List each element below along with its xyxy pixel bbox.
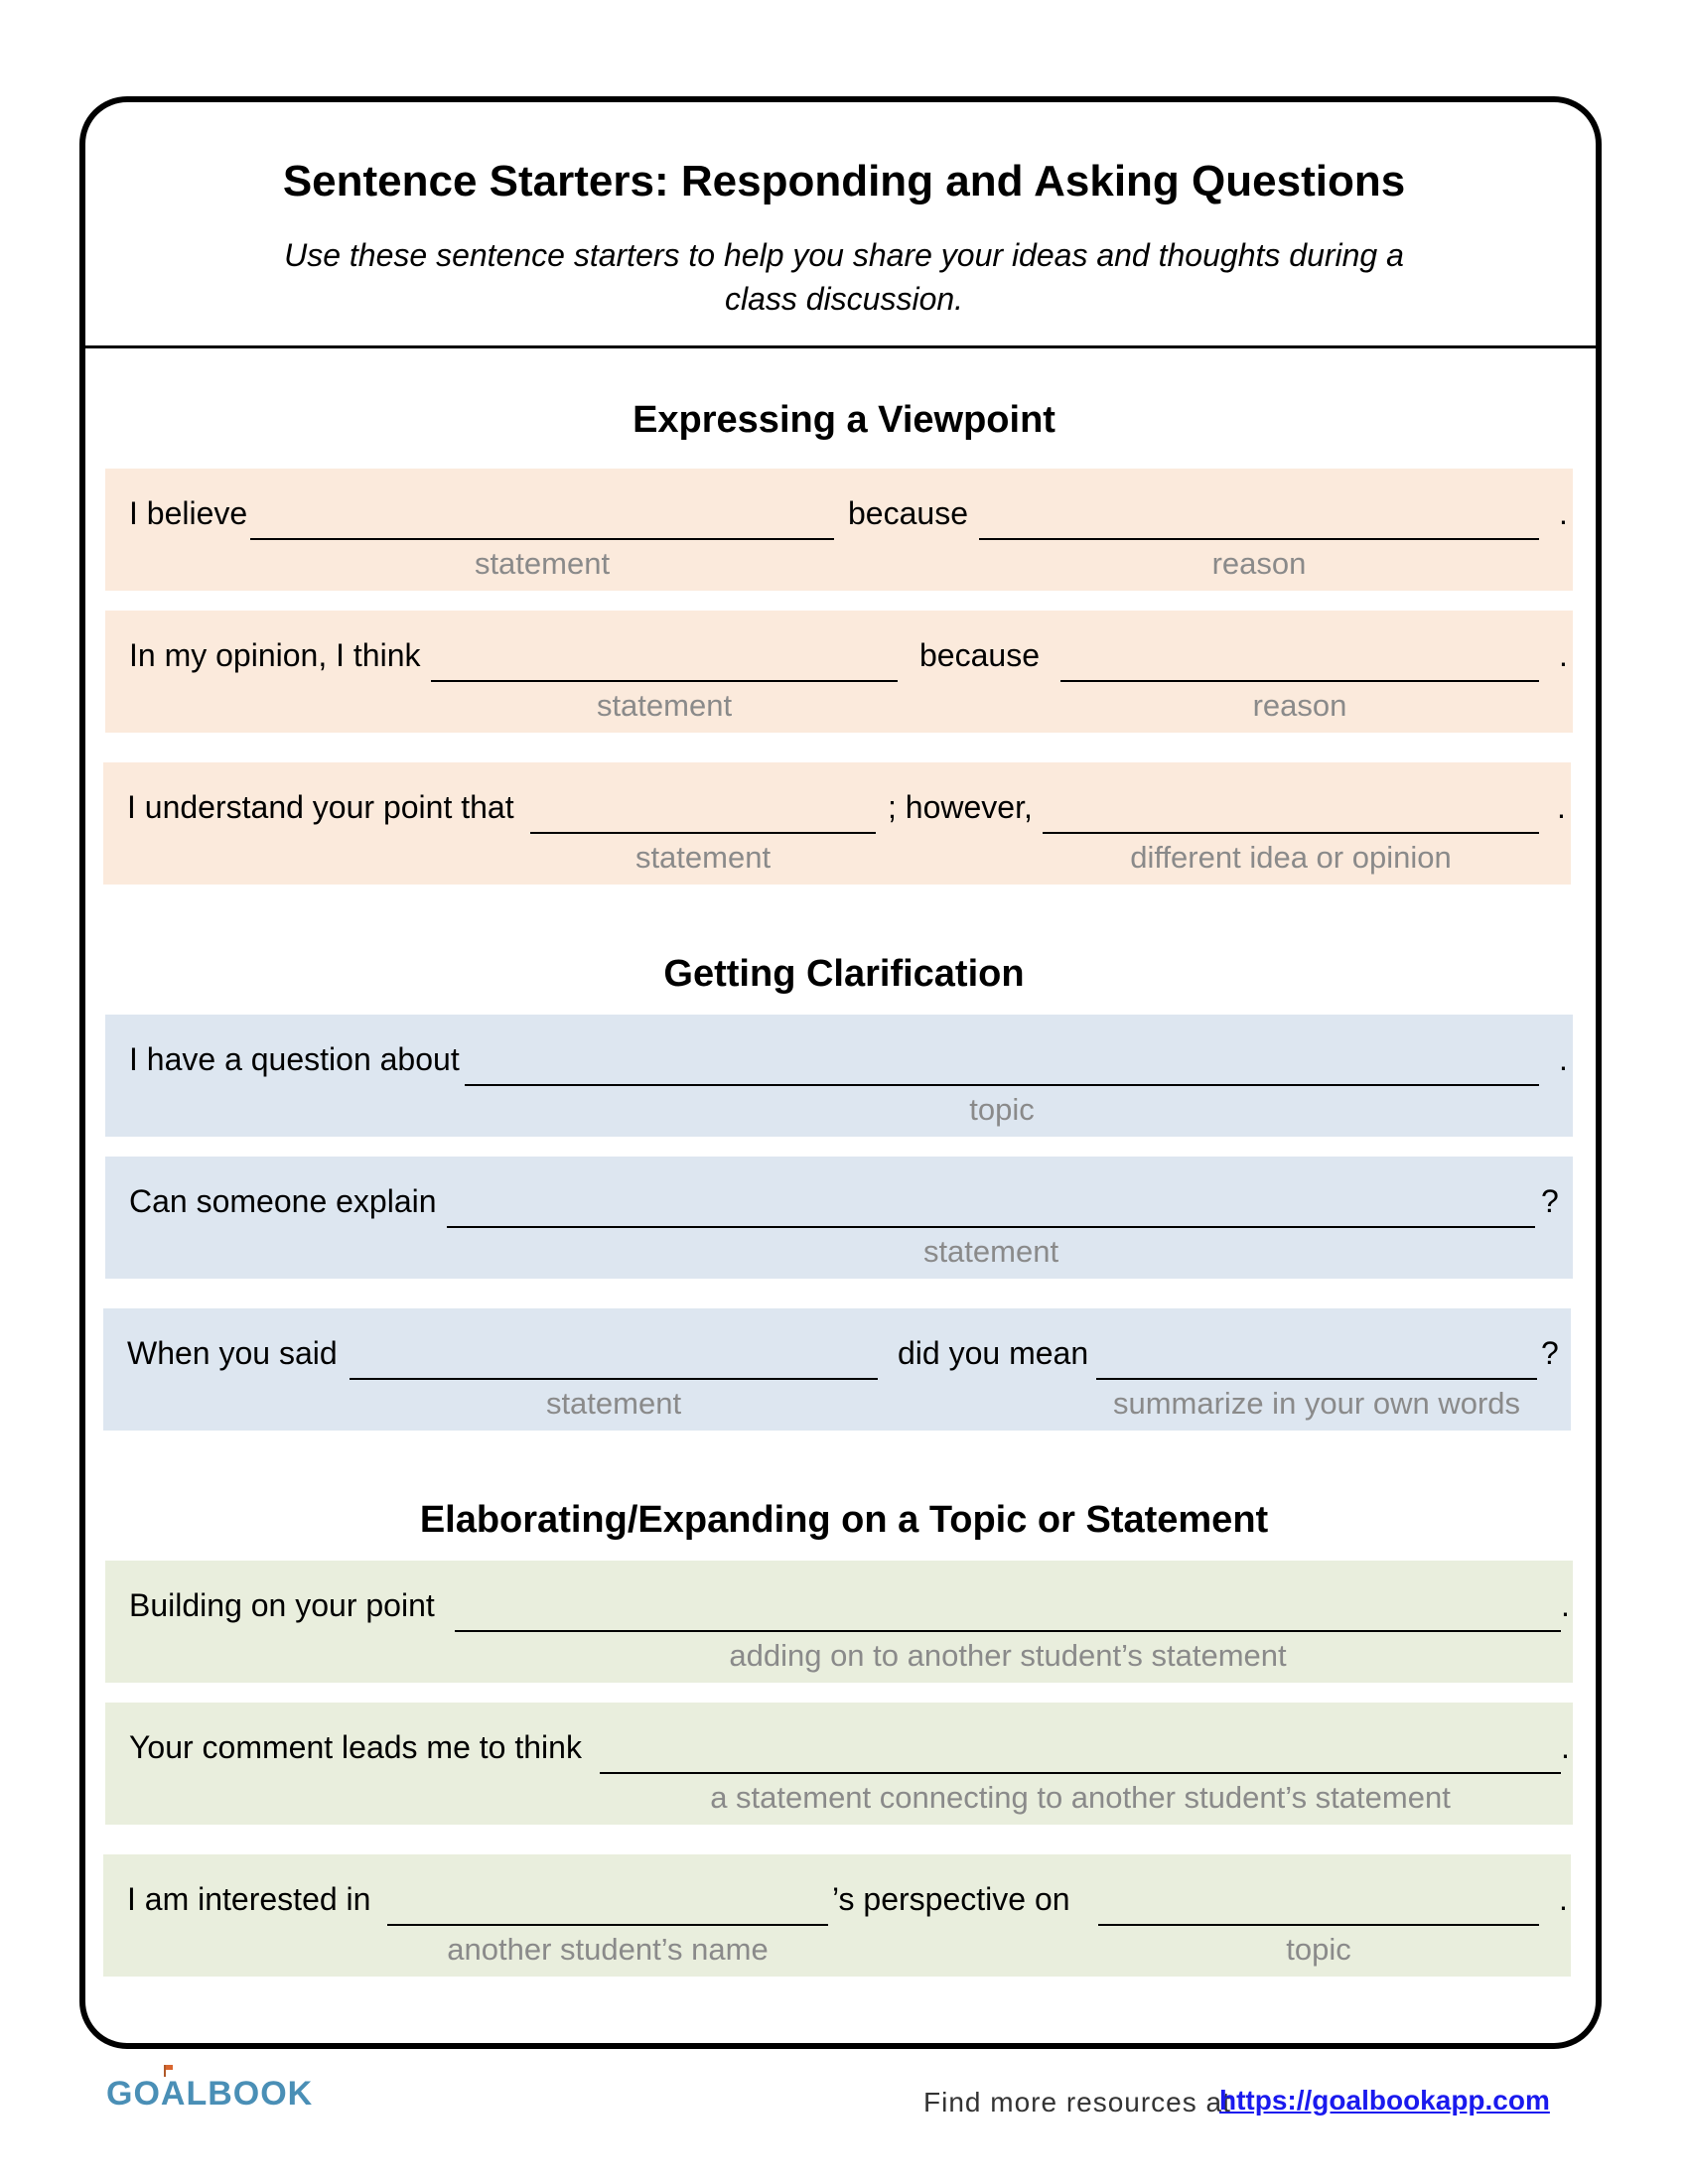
sentence-row <box>103 1854 1571 1977</box>
blank-hint: adding on to another student’s statement <box>729 1638 1287 1673</box>
sentence-end-punctuation: . <box>1559 495 1568 531</box>
header-divider <box>85 345 1596 348</box>
blank-line[interactable] <box>387 1924 828 1926</box>
blank-hint: a statement connecting to another student’s statement <box>710 1780 1451 1815</box>
sentence-end-punctuation: . <box>1559 1881 1568 1917</box>
blank-line[interactable] <box>600 1772 1561 1774</box>
blank-hint: different idea or opinion <box>1130 840 1452 875</box>
sentence-connector: ’s perspective on <box>832 1881 1070 1917</box>
section-title-expressing-viewpoint: Expressing a Viewpoint <box>633 399 1055 441</box>
sentence-row <box>103 762 1571 885</box>
blank-line[interactable] <box>431 680 898 682</box>
blank-hint: reason <box>1211 546 1307 581</box>
sentence-end-punctuation: . <box>1559 1041 1568 1077</box>
blank-line[interactable] <box>447 1226 1535 1228</box>
sentence-connector: because <box>848 495 968 531</box>
subtitle-line-1: Use these sentence starters to help you share your ideas and thoughts during a <box>284 237 1404 273</box>
blank-line[interactable] <box>465 1084 1539 1086</box>
sentence-row <box>105 1157 1573 1279</box>
section-title-elaborating: Elaborating/Expanding on a Topic or Statement <box>419 1499 1269 1541</box>
flag-icon <box>164 2065 176 2077</box>
blank-hint: statement <box>596 688 733 723</box>
goalbook-logo: GOALBOOK <box>106 2075 314 2113</box>
blank-hint: statement <box>474 546 611 581</box>
sentence-end-punctuation: . <box>1559 637 1568 673</box>
blank-line[interactable] <box>350 1378 878 1380</box>
sentence-prefix: I understand your point that <box>127 789 514 825</box>
blank-hint: summarize in your own words <box>1112 1386 1521 1421</box>
sentence-prefix: I am interested in <box>127 1881 371 1917</box>
sentence-prefix: Building on your point <box>129 1587 435 1623</box>
blank-hint: statement <box>634 840 772 875</box>
footer-text: Find more resources at <box>923 2087 1231 2117</box>
sentence-row <box>105 469 1573 591</box>
blank-hint: another student’s name <box>447 1932 769 1967</box>
blank-hint: topic <box>1286 1932 1351 1967</box>
sentence-row <box>105 1561 1573 1683</box>
sentence-connector: ; however, <box>888 789 1033 825</box>
subtitle-line-2: class discussion. <box>724 281 964 317</box>
sentence-end-punctuation: ? <box>1541 1183 1559 1219</box>
blank-line[interactable] <box>530 832 876 834</box>
blank-hint: reason <box>1252 688 1347 723</box>
section-title-getting-clarification: Getting Clarification <box>663 953 1025 995</box>
footer-link[interactable]: https://goalbookapp.com <box>1219 2085 1550 2116</box>
blank-line[interactable] <box>979 538 1539 540</box>
blank-line[interactable] <box>250 538 834 540</box>
blank-hint: statement <box>545 1386 682 1421</box>
page-title: Sentence Starters: Responding and Asking Questions <box>282 157 1406 205</box>
blank-line[interactable] <box>455 1630 1561 1632</box>
blank-line[interactable] <box>1060 680 1539 682</box>
sentence-connector: did you mean <box>898 1335 1089 1371</box>
blank-line[interactable] <box>1043 832 1539 834</box>
sentence-prefix: When you said <box>127 1335 338 1371</box>
sentence-end-punctuation: . <box>1561 1729 1570 1765</box>
sentence-prefix: I believe <box>129 495 248 531</box>
blank-line[interactable] <box>1096 1378 1537 1380</box>
sentence-prefix: Your comment leads me to think <box>129 1729 582 1765</box>
sentence-end-punctuation: . <box>1561 1587 1570 1623</box>
sentence-end-punctuation: ? <box>1541 1335 1559 1371</box>
sentence-row <box>105 1015 1573 1137</box>
sentence-row <box>103 1308 1571 1431</box>
sentence-row <box>105 1703 1573 1825</box>
sentence-prefix: In my opinion, I think <box>129 637 421 673</box>
sentence-connector: because <box>919 637 1040 673</box>
sentence-prefix: Can someone explain <box>129 1183 437 1219</box>
sentence-end-punctuation: . <box>1557 789 1566 825</box>
sentence-row <box>105 611 1573 733</box>
blank-hint: statement <box>922 1234 1059 1269</box>
sentence-prefix: I have a question about <box>129 1041 460 1077</box>
page-subtitle <box>248 233 1440 321</box>
blank-hint: topic <box>969 1092 1035 1127</box>
blank-line[interactable] <box>1098 1924 1539 1926</box>
